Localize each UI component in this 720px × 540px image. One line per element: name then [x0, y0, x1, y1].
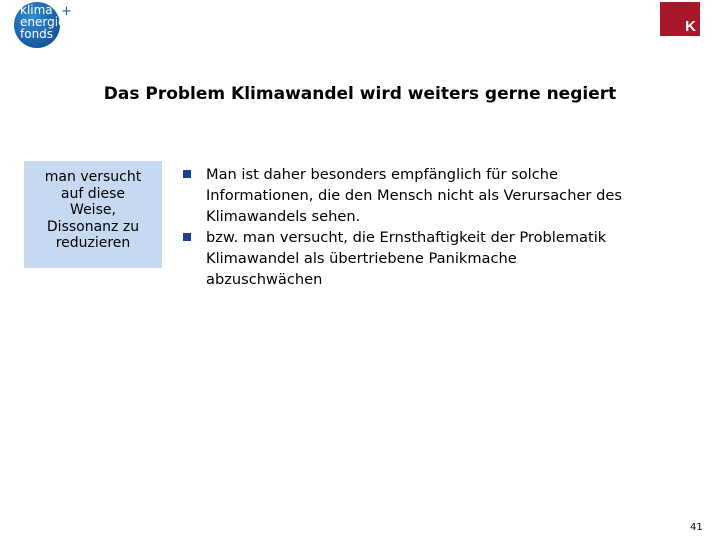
bullet-line: Informationen, die den Mensch nicht als Verursacher des [206, 187, 622, 204]
bullet-item [183, 164, 683, 227]
bullet-item [183, 227, 683, 290]
side-note-line: man versucht [44, 169, 142, 185]
bullet-line: Man ist daher besonders empfänglich für solche [206, 166, 558, 183]
side-note-line: auf diese [60, 185, 126, 202]
bullet-line: abzuschwächen [206, 271, 323, 288]
bullet-list [183, 164, 683, 290]
klima-energie-fonds-logo [14, 2, 74, 50]
logo-line-fonds: fonds [20, 27, 54, 41]
bullet-line: bzw. man versucht, die Ernsthaftigkeit der Problematik [206, 229, 607, 246]
slide-title: Das Problem Klimawandel wird weiters gerne negiert [103, 84, 617, 104]
side-note-box [24, 161, 162, 268]
logo-plus-sign: + [61, 4, 72, 19]
bullet-line: Klimawandels sehen. [206, 208, 361, 225]
side-note-line: Weise, [70, 202, 116, 218]
logo-line-klima: klima [20, 3, 53, 17]
side-note-line: Dissonanz zu [46, 218, 140, 235]
page-number: 41 [690, 522, 703, 533]
brand-logo-letter: K [685, 18, 696, 35]
square-bullet-icon [183, 233, 191, 241]
bullet-line: Klimawandel als übertriebene Panikmache [206, 250, 517, 267]
square-bullet-icon [183, 170, 191, 178]
logo-wordmark [20, 4, 65, 40]
side-note-line: reduzieren [55, 235, 131, 251]
logo-line-energie: energie [20, 15, 66, 29]
brand-logo-right [660, 2, 700, 36]
